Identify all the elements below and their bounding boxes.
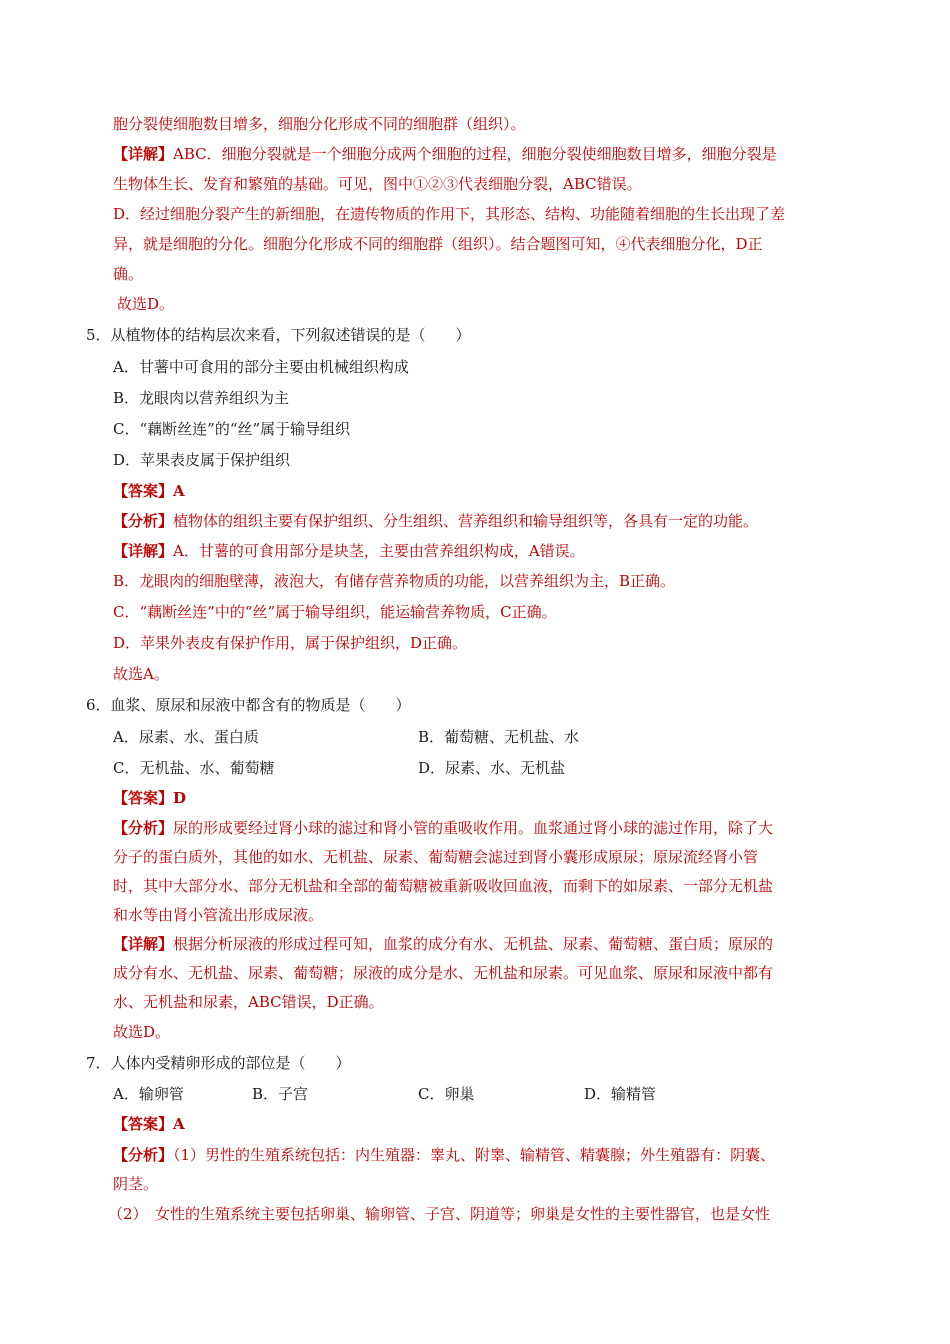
q6-analysis-line: 和水等由肾小管流出形成尿液。 — [113, 906, 324, 924]
q6-analysis-line: 【分析】尿的形成要经过肾小球的滤过和肾小管的重吸收作用。血浆通过肾小球的滤过作用，除了大 — [113, 819, 774, 837]
q6-answer: 【答案】D — [113, 789, 187, 807]
q7-analysis-line: 【分析】（1）男性的生殖系统包括：内生殖器：睾丸、附睾、输精管、精囊腺；外生殖器有：阴囊、 — [113, 1146, 776, 1164]
q5-detail-line: 【详解】A．甘薯的可食用部分是块茎，主要由营养组织构成，A错误。 — [113, 542, 585, 560]
q7-option-c: C．卵巢 — [418, 1085, 475, 1103]
q5-analysis: 【分析】植物体的组织主要有保护组织、分生组织、营养组织和输导组织等，各具有一定的功能。 — [113, 512, 759, 530]
q7-answer: 【答案】A — [113, 1115, 185, 1133]
q5-answer: 【答案】A — [113, 482, 185, 500]
q7-analysis-line: 阴茎。 — [113, 1175, 159, 1193]
q7-analysis-line: （2） 女性的生殖系统主要包括卵巢、输卵管、子宫、阴道等；卵巢是女性的主要性器官，也是女性 — [108, 1205, 771, 1223]
prev-detail-line: 确。 — [113, 265, 144, 283]
q5-option-c: C．“藕断丝连”的“丝”属于输导组织 — [113, 420, 351, 438]
q5-detail-line: D．苹果外表皮有保护作用，属于保护组织，D正确。 — [113, 634, 468, 652]
q5-detail-line: B．龙眼肉的细胞壁薄，液泡大，有储存营养物质的功能，以营养组织为主，B正确。 — [113, 572, 676, 590]
q7-option-a: A．输卵管 — [113, 1085, 184, 1103]
q6-detail-line: 成分有水、无机盐、尿素、葡萄糖；尿液的成分是水、无机盐和尿素。可见血浆、原尿和尿液中都有 — [113, 964, 774, 982]
q5-conclusion: 故选A。 — [113, 665, 169, 683]
q5-option-a: A．甘薯中可食用的部分主要由机械组织构成 — [113, 358, 409, 376]
q6-option-b: B．葡萄糖、无机盐、水 — [418, 728, 580, 746]
prev-detail-line: D．经过细胞分裂产生的新细胞，在遗传物质的作用下，其形态、结构、功能随着细胞的生长出现了差 — [113, 205, 786, 223]
prev-analysis-line: 胞分裂使细胞数目增多，细胞分化形成不同的细胞群（组织）。 — [113, 115, 526, 133]
q7-option-b: B．子宫 — [252, 1085, 309, 1103]
q6-conclusion: 故选D。 — [113, 1023, 171, 1041]
prev-conclusion: 故选D。 — [117, 295, 175, 313]
q5-option-b: B．龙眼肉以营养组织为主 — [113, 389, 290, 407]
q7-option-d: D．输精管 — [584, 1085, 657, 1103]
prev-detail-line: 【详解】ABC．细胞分裂就是一个细胞分成两个细胞的过程，细胞分裂使细胞数目增多，细胞分裂是 — [113, 145, 777, 163]
q6-analysis-line: 分子的蛋白质外，其他的如水、无机盐、尿素、葡萄糖会滤过到肾小囊形成原尿；原尿流经肾小管 — [113, 848, 759, 866]
q6-analysis-line: 时，其中大部分水、部分无机盐和全部的葡萄糖被重新吸收回血液，而剩下的如尿素、一部分无机盐 — [113, 877, 774, 895]
q6-stem: 6．血浆、原尿和尿液中都含有的物质是（ ） — [86, 696, 411, 714]
prev-detail-line: 生物体生长、发育和繁殖的基础。可见，图中①②③代表细胞分裂，ABC错误。 — [113, 175, 642, 193]
q6-detail-line: 【详解】根据分析尿液的形成过程可知，血浆的成分有水、无机盐、尿素、葡萄糖、蛋白质；原尿的 — [113, 935, 774, 953]
q5-stem: 5．从植物体的结构层次来看，下列叙述错误的是（ ） — [86, 326, 471, 344]
q5-detail-line: C．“藕断丝连”中的“丝”属于输导组织，能运输营养物质，C正确。 — [113, 603, 557, 621]
q5-option-d: D．苹果表皮属于保护组织 — [113, 451, 291, 469]
q6-option-c: C．无机盐、水、葡萄糖 — [113, 759, 275, 777]
detail-tag: 【详解】 — [113, 145, 174, 163]
q6-option-a: A．尿素、水、蛋白质 — [113, 728, 259, 746]
prev-detail-line: 异，就是细胞的分化。细胞分化形成不同的细胞群（组织）。结合题图可知，④代表细胞分化，D正 — [113, 235, 763, 253]
q6-detail-line: 水、无机盐和尿素，ABC错误，D正确。 — [113, 993, 384, 1011]
q7-stem: 7．人体内受精卵形成的部位是（ ） — [86, 1054, 351, 1072]
q6-option-d: D．尿素、水、无机盐 — [418, 759, 566, 777]
